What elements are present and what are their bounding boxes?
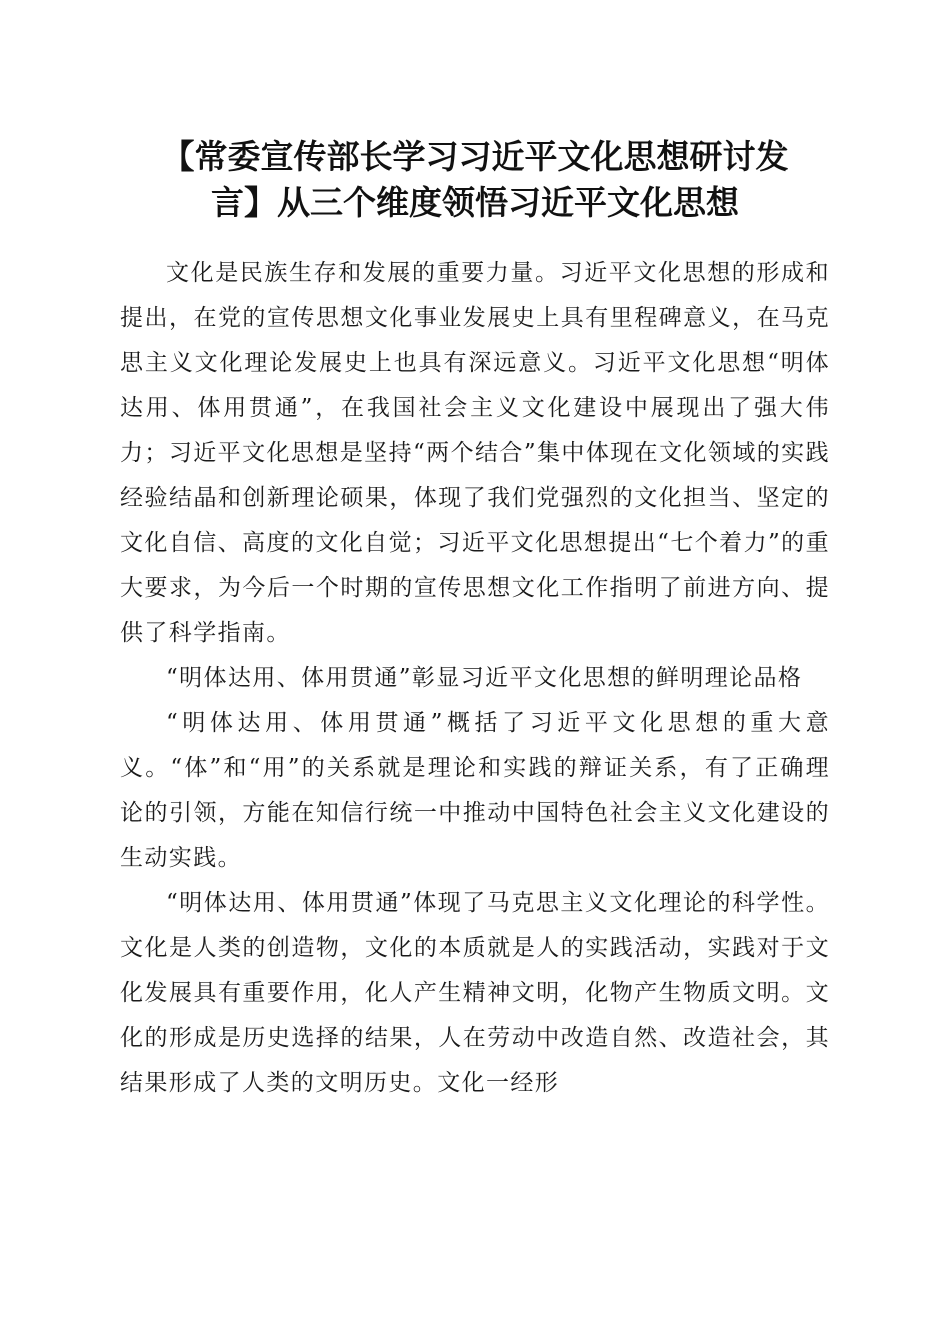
title-line-1: 【常委宣传部长学习习近平文化思想研讨发 bbox=[161, 137, 789, 176]
paragraph-scientific-nature: “明体达用、体用贯通”体现了马克思主义文化理论的科学性。文化是人类的创造物，文化的本质就是人的实践活动，实践对于文化发展具有重要作用，化人产生精神文明，化物产生物质文明。文化的形成是历史选择的结果，人在劳动中改造自然、改造社会，其结果形成了人类的文明历史。文化一经形 bbox=[120, 890, 830, 1096]
title-line-2: 言】从三个维度领悟习近平文化思想 bbox=[211, 183, 739, 222]
paragraph-significance: “明体达用、体用贯通”概括了习近平文化思想的重大意义。“体”和“用”的关系就是理论和实践的辩证关系，有了正确理论的引领，方能在知信行统一中推动中国特色社会主义文化建设的生动实践。 bbox=[120, 710, 830, 871]
document-body bbox=[120, 251, 830, 1106]
document-title bbox=[120, 134, 830, 226]
paragraph-intro: 文化是民族生存和发展的重要力量。习近平文化思想的形成和提出，在党的宣传思想文化事业发展史上具有里程碑意义，在马克思主义文化理论发展史上也具有深远意义。习近平文化思想“明体达用、体用贯通”，在我国社会主义文化建设中展现出了强大伟力；习近平文化思想是坚持“两个结合”集中体现在文化领域的实践经验结晶和创新理论硕果，体现了我们党强烈的文化担当、坚定的文化自信、高度的文化自觉；习近平文化思想提出“七个着力”的重大要求，为今后一个时期的宣传思想文化工作指明了前进方向、提供了科学指南。 bbox=[120, 260, 830, 646]
section-heading: “明体达用、体用贯通”彰显习近平文化思想的鲜明理论品格 bbox=[166, 665, 803, 691]
